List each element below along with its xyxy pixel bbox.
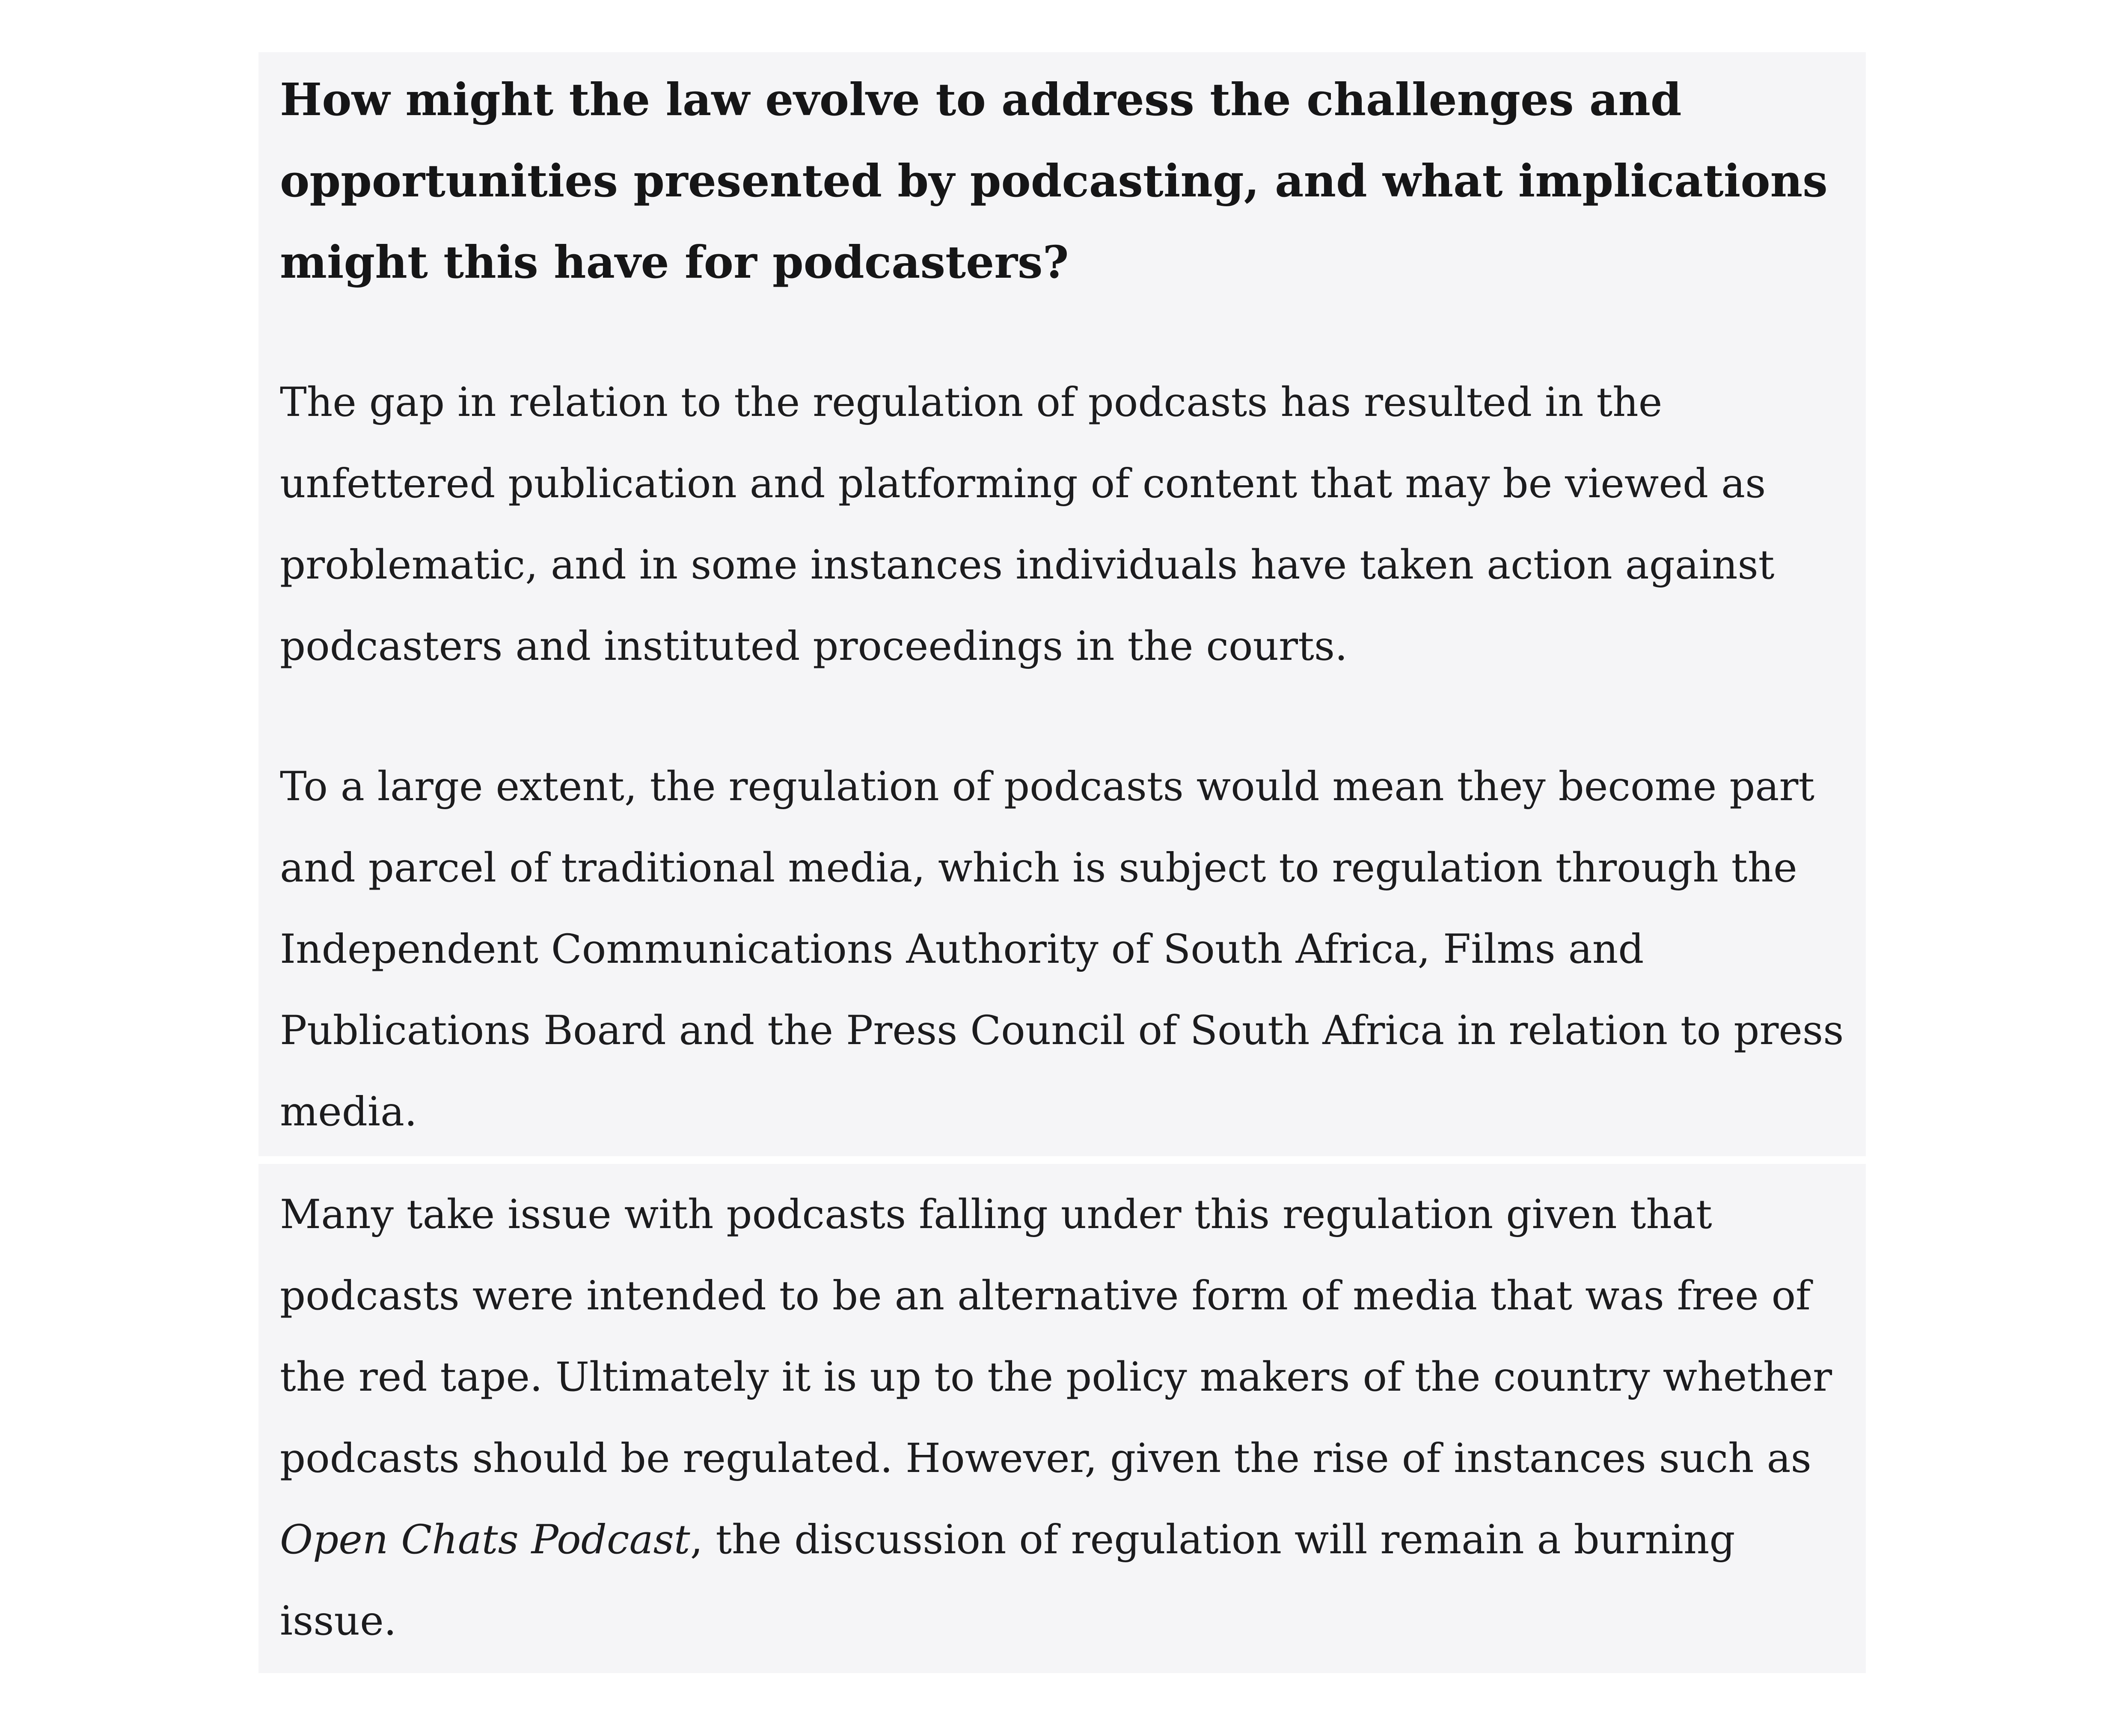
paragraph-line: Independent Communications Authority of South Africa, Films and — [280, 926, 1644, 973]
paragraph-line: unfettered publication and platforming of content that may be viewed as — [280, 460, 1766, 507]
paragraph-line: podcasters and instituted proceedings in the courts. — [280, 623, 1348, 670]
paragraph-line: podcasts should be regulated. However, given the rise of instances such as — [280, 1435, 1811, 1482]
paragraph-line: media. — [280, 1089, 417, 1135]
answer-continuation-block — [258, 1164, 1866, 1673]
question-answer-block — [258, 52, 1866, 1156]
paragraph-line: problematic, and in some instances individuals have taken action against — [280, 542, 1775, 588]
paragraph-line: and parcel of traditional media, which is subject to regulation through the — [280, 845, 1797, 891]
paragraph-line-segment: , the discussion of regulation will remain a burning — [690, 1516, 1735, 1563]
paragraph-line — [280, 1499, 1854, 1581]
answer-paragraph-3 — [280, 1174, 1854, 1662]
heading-line: might this have for podcasters? — [280, 236, 1069, 288]
answer-paragraph-2 — [280, 746, 1854, 1153]
question-heading — [280, 59, 1854, 303]
paragraph-line: The gap in relation to the regulation of podcasts has resulted in the — [280, 379, 1663, 426]
podcast-title-italic: Open Chats Podcast — [280, 1516, 690, 1563]
paragraph-line: Publications Board and the Press Council of South Africa in relation to press — [280, 1007, 1844, 1054]
paragraph-line: To a large extent, the regulation of podcasts would mean they become part — [280, 763, 1815, 810]
paragraph-line: podcasts were intended to be an alternative form of media that was free of — [280, 1273, 1811, 1319]
paragraph-line: Many take issue with podcasts falling under this regulation given that — [280, 1191, 1712, 1238]
paragraph-line: issue. — [280, 1598, 397, 1644]
paragraph-line: the red tape. Ultimately it is up to the policy makers of the country whether — [280, 1354, 1832, 1401]
heading-line: How might the law evolve to address the challenges and — [280, 73, 1682, 126]
article-column — [258, 52, 1866, 1673]
answer-paragraph-1 — [280, 362, 1854, 687]
heading-line: opportunities presented by podcasting, and what implications — [280, 154, 1828, 207]
